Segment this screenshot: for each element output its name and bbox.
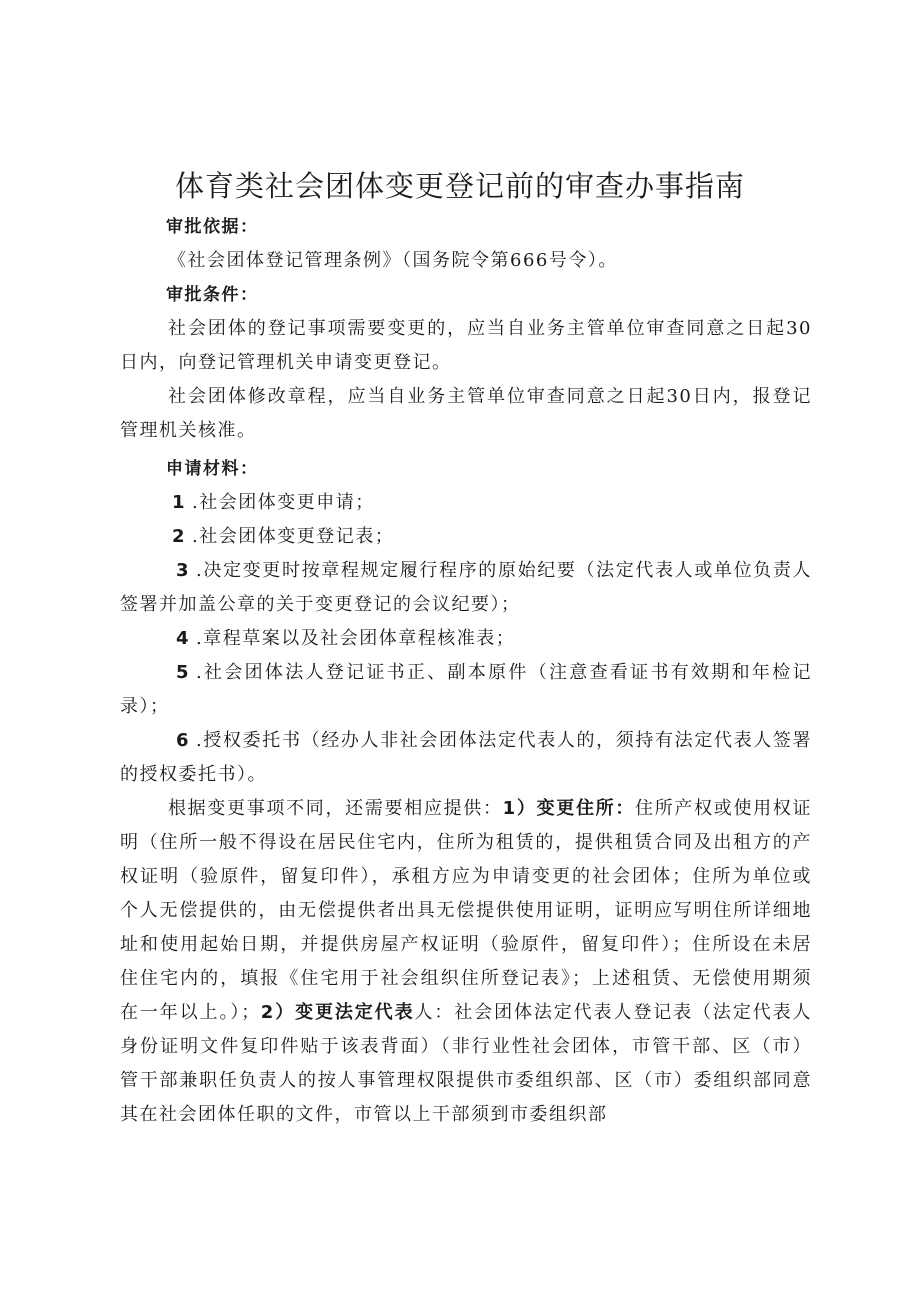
conditions-heading: 审批条件： (166, 285, 259, 305)
material-item-number: 1 (172, 492, 187, 513)
document-title: 体育类社会团体变更登记前的审查办事指南 (174, 169, 745, 203)
material-item (120, 724, 812, 792)
material-item-number: 4 (176, 628, 191, 649)
material-item-text: .社会团体法人登记证书正、副本原件（注意查看证书有效期和年检记录）； (120, 662, 812, 717)
material-item (120, 622, 812, 656)
basis-heading: 审批依据： (166, 217, 259, 237)
change-representative-label: 2）变更法定代表 (260, 1002, 415, 1023)
change-address-text: 住所产权或使用权证明（住所一般不得设在居民住宅内，住所为租赁的，提供租赁合同及出租方的产权证明（验原件，留复印件），承租方应为申请变更的社会团体；住所为单位或个人无偿提供的，由无偿提供者出具无偿提供使用证明，证明应写明住所详细地址和使用起始日期，并提供房屋产权证明（验原件，留复印件）；住所设在未居住住宅内的，填报《住宅用于社会组织住所登记表》；上述租赁、无偿使用期须在一年以上。）； (120, 798, 813, 1023)
material-item-number: 6 (176, 730, 191, 751)
document-body (120, 210, 812, 1132)
material-item-text: .章程草案以及社会团体章程核准表； (196, 628, 516, 649)
material-item-number: 3 (176, 560, 191, 581)
change-representative-text: 人：社会团体法定代表人登记表（法定代表人身份证明文件复印件贴于该表背面）（非行业性社会团体，市管干部、区（市）管干部兼职任负责人的按人事管理权限提供市委组织部、区（市）委组织部同意其在社会团体任职的文件，市管以上干部须到市委组织部 (120, 1002, 813, 1125)
material-item (120, 520, 812, 554)
material-item-text: .决定变更时按章程规定履行程序的原始纪要（法定代表人或单位负责人签署并加盖公章的关于变更登记的会议纪要）； (120, 560, 812, 615)
material-item-text: .授权委托书（经办人非社会团体法定代表人的，须持有法定代表人签署的授权委托书）。 (120, 730, 812, 785)
material-item (120, 656, 812, 724)
additional-requirements-paragraph (120, 792, 812, 1132)
material-item (120, 486, 812, 520)
basis-text: 《社会团体登记管理条例》（国务院令第666号令）。 (168, 250, 618, 271)
conditions-paragraph: 社会团体修改章程，应当自业务主管单位审查同意之日起30日内，报登记管理机关核准。 (120, 386, 812, 441)
additional-intro: 根据变更事项不同，还需要相应提供： (168, 798, 503, 819)
materials-heading: 申请材料： (166, 459, 259, 479)
material-item-number: 5 (176, 662, 191, 683)
material-item-text: .社会团体变更登记表； (192, 526, 395, 547)
material-item-number: 2 (172, 526, 187, 547)
material-item-text: .社会团体变更申请； (192, 492, 375, 513)
change-address-label: 1）变更住所： (502, 798, 636, 819)
conditions-paragraph: 社会团体的登记事项需要变更的，应当自业务主管单位审查同意之日起30日内，向登记管理机关申请变更登记。 (120, 318, 812, 373)
material-item (120, 554, 812, 622)
